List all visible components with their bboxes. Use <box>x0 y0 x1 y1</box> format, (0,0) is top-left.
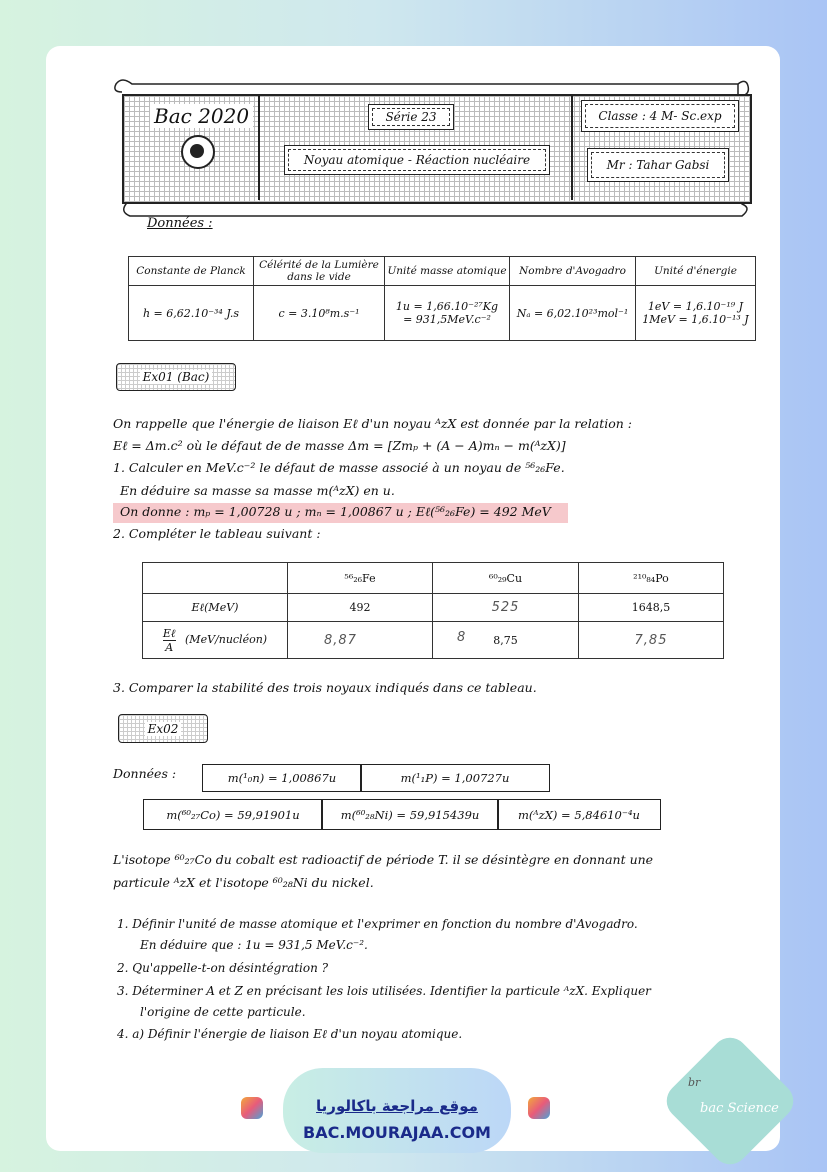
ex02-text-2: particule ᴬzX et l'isotope ⁶⁰₂₈Ni du nickel. <box>113 875 374 890</box>
value-light: c = 3.10⁸m.s⁻¹ <box>254 286 385 341</box>
ex01-q1b: En déduire sa masse sa masse m(ᴬzX) en u. <box>120 483 395 498</box>
ex01-q3: 3. Comparer la stabilité des trois noyaux indiqués dans ce tableau. <box>113 680 537 695</box>
ex01-q1: 1. Calculer en MeV.c⁻² le défaut de masse associé à un noyau de ⁵⁶₂₆Fe. <box>113 460 565 475</box>
header-divider <box>258 94 260 200</box>
ratio-cu: 8 8,75 <box>433 622 579 659</box>
mass-cobalt: m(⁶⁰₂₇Co) = 59,91901u <box>143 799 323 830</box>
ex02-donnees-label: Données : <box>113 766 177 781</box>
header-uma: Unité masse atomique <box>385 257 510 286</box>
constants-table <box>128 256 756 341</box>
ex01-given: On donne : mₚ = 1,00728 u ; mₙ = 1,00867 u ; Eℓ(⁵⁶₂₆Fe) = 492 MeV <box>120 504 551 519</box>
row-ratio-label: Eℓ A (MeV/nucléon) <box>143 622 288 659</box>
owl-logo-left-icon <box>229 1087 275 1133</box>
value-energy: 1eV = 1,6.10⁻¹⁹ J 1MeV = 1,6.10⁻¹³ J <box>636 286 756 341</box>
logo-emblem-icon <box>181 135 215 169</box>
banner-url[interactable]: BAC.MOURAJAA.COM <box>303 1123 491 1142</box>
mass-neutron: m(¹₀n) = 1,00867u <box>202 764 362 792</box>
serie-box: Série 23 <box>368 104 454 130</box>
mass-proton: m(¹₁P) = 1,00727u <box>360 764 550 792</box>
badge-small-text: br <box>688 1076 701 1089</box>
el-po: 1648,5 <box>579 594 724 622</box>
ex01-label: Ex01 (Bac) <box>116 363 236 391</box>
teacher-box: Mr : Tahar Gabsi <box>587 148 729 182</box>
header-light: Célérité de la Lumière dans le vide <box>254 257 385 286</box>
classe-box: Classe : 4 M- Sc.exp <box>581 100 739 132</box>
ex01-intro-2: Eℓ = Δm.c² où le défaut de de masse Δm = [Zmₚ + (A − A)mₙ − m(ᴬzX)] <box>113 438 566 453</box>
header-energy: Unité d'énergie <box>636 257 756 286</box>
banner-arabic[interactable]: موقع مراجعة باكالوريا <box>316 1097 478 1115</box>
el-cu: 525 <box>433 594 579 622</box>
owl-logo-right-icon <box>516 1087 562 1133</box>
ex02-q3: 3. Déterminer A et Z en précisant les lois utilisées. Identifier la particule ᴬzX. Expliquer <box>117 984 651 998</box>
col-fe: ⁵⁶₂₆Fe <box>288 563 433 594</box>
ex02-q2: 2. Qu'appelle-t-on désintégration ? <box>117 961 329 975</box>
header-avogadro: Nombre d'Avogadro <box>510 257 636 286</box>
ex02-q1b: En déduire que : 1u = 931,5 MeV.c⁻². <box>140 938 368 952</box>
ex01-intro-1: On rappelle que l'énergie de liaison Eℓ d'un noyau ᴬzX est donnée par la relation : <box>113 416 633 431</box>
ratio-fe: 8,87 <box>288 622 433 659</box>
ex02-label: Ex02 <box>118 714 208 743</box>
badge-text: bac Science <box>700 1101 779 1116</box>
stability-table <box>142 562 724 659</box>
row-el-label: Eℓ(MeV) <box>143 594 288 622</box>
chapter-box: Noyau atomique - Réaction nucléaire <box>284 145 550 175</box>
mass-particle: m(ᴬzX) = 5,84610⁻⁴u <box>497 799 661 830</box>
ratio-po: 7,85 <box>579 622 724 659</box>
col-po: ²¹⁰₈₄Po <box>579 563 724 594</box>
value-uma: 1u = 1,66.10⁻²⁷Kg = 931,5MeV.c⁻² <box>385 286 510 341</box>
col-cu: ⁶⁰₂₉Cu <box>433 563 579 594</box>
ex02-q4: 4. a) Définir l'énergie de liaison Eℓ d'un noyau atomique. <box>117 1027 463 1041</box>
value-avogadro: Nₐ = 6,02.10²³mol⁻¹ <box>510 286 636 341</box>
ex02-q3b: l'origine de cette particule. <box>140 1005 306 1019</box>
donnees-title: Données : <box>147 216 213 231</box>
ex01-q2: 2. Compléter le tableau suivant : <box>113 526 321 541</box>
ex02-text-1: L'isotope ⁶⁰₂₇Co du cobalt est radioactif de période T. il se désintègre en donnant une <box>113 852 654 867</box>
value-planck: h = 6,62.10⁻³⁴ J.s <box>129 286 254 341</box>
header-planck: Constante de Planck <box>129 257 254 286</box>
el-fe: 492 <box>288 594 433 622</box>
mass-nickel: m(⁶⁰₂₈Ni) = 59,915439u <box>321 799 499 830</box>
logo-text: Bac 2020 <box>150 104 253 128</box>
header-divider-right <box>571 94 573 200</box>
ex02-q1: 1. Définir l'unité de masse atomique et l'exprimer en fonction du nombre d'Avogadro. <box>117 917 638 931</box>
